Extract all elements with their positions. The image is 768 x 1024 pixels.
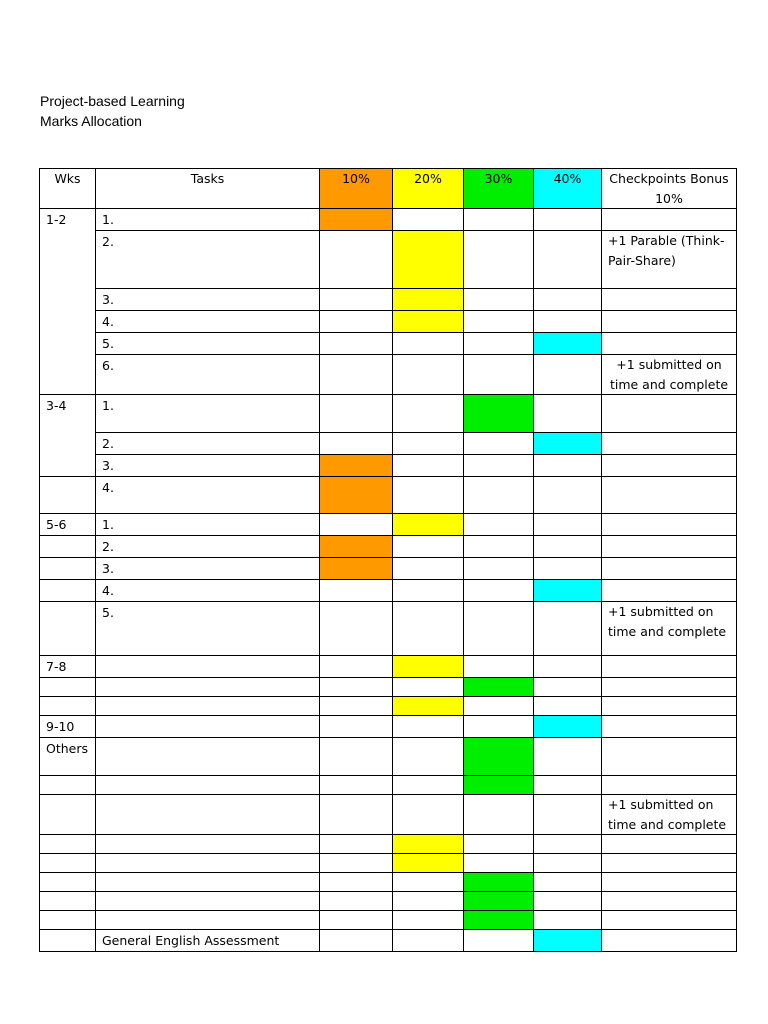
mark-cell-20 (393, 854, 464, 873)
week-cell (40, 536, 96, 558)
task-cell (96, 930, 320, 952)
header-40-percent: 40% (534, 169, 602, 209)
bonus-cell (602, 333, 737, 355)
week-cell: 3-4 (40, 395, 96, 477)
table-row (40, 738, 737, 776)
task-cell: 6. (96, 355, 320, 395)
mark-cell-20 (393, 911, 464, 930)
table-row (40, 455, 737, 477)
mark-cell-30 (464, 355, 534, 395)
mark-cell-10 (320, 602, 393, 656)
mark-cell-20 (393, 333, 464, 355)
mark-cell-20 (393, 289, 464, 311)
mark-cell-10 (320, 930, 393, 952)
mark-cell-30 (464, 395, 534, 433)
mark-cell-30 (464, 697, 534, 716)
mark-cell-20 (393, 697, 464, 716)
table-row (40, 678, 737, 697)
task-cell (96, 911, 320, 930)
week-cell: 5-6 (40, 514, 96, 536)
mark-cell-40 (534, 395, 602, 433)
mark-cell-40 (534, 738, 602, 776)
task-cell (96, 873, 320, 892)
table-row (40, 395, 737, 433)
mark-cell-20 (393, 477, 464, 514)
assessment-label: General English Assessment (102, 933, 280, 948)
week-cell (40, 697, 96, 716)
week-cell (40, 795, 96, 835)
mark-cell-40 (534, 873, 602, 892)
bonus-cell (602, 697, 737, 716)
bonus-cell (602, 930, 737, 952)
mark-cell-30 (464, 536, 534, 558)
task-cell: 1. (96, 209, 320, 231)
table-row (40, 602, 737, 656)
table-row (40, 514, 737, 536)
mark-cell-20 (393, 678, 464, 697)
mark-cell-10 (320, 678, 393, 697)
mark-cell-20 (393, 514, 464, 536)
mark-cell-20 (393, 795, 464, 835)
mark-cell-30 (464, 678, 534, 697)
mark-cell-20 (393, 558, 464, 580)
mark-cell-30 (464, 738, 534, 776)
table-row (40, 580, 737, 602)
table-row (40, 795, 737, 835)
task-cell (96, 697, 320, 716)
mark-cell-40 (534, 311, 602, 333)
week-cell: Others (40, 738, 96, 776)
bonus-cell (602, 835, 737, 854)
mark-cell-10 (320, 795, 393, 835)
mark-cell-10 (320, 854, 393, 873)
table-row (40, 355, 737, 395)
bonus-cell (602, 455, 737, 477)
header-checkpoints-bonus: Checkpoints Bonus 10% (602, 169, 737, 209)
week-cell (40, 854, 96, 873)
bonus-cell (602, 716, 737, 738)
bonus-cell (602, 580, 737, 602)
mark-cell-30 (464, 795, 534, 835)
mark-cell-10 (320, 209, 393, 231)
mark-cell-20 (393, 355, 464, 395)
table-row (40, 716, 737, 738)
header-tasks: Tasks (96, 169, 320, 209)
task-cell: 1. (96, 514, 320, 536)
table-row (40, 289, 737, 311)
table-row (40, 209, 737, 231)
header-row (40, 169, 737, 209)
task-cell: 4. (96, 311, 320, 333)
task-cell: 1. (96, 395, 320, 433)
bonus-cell (602, 558, 737, 580)
bonus-cell (602, 854, 737, 873)
task-cell: 5. (96, 333, 320, 355)
mark-cell-40 (534, 536, 602, 558)
task-cell (96, 795, 320, 835)
task-cell: 2. (96, 231, 320, 289)
table-row (40, 911, 737, 930)
mark-cell-40 (534, 678, 602, 697)
mark-cell-20 (393, 311, 464, 333)
marks-allocation-table (39, 168, 737, 952)
bonus-cell (602, 395, 737, 433)
mark-cell-10 (320, 455, 393, 477)
mark-cell-10 (320, 289, 393, 311)
heading-line-2: Marks Allocation (40, 113, 142, 129)
task-cell: 2. (96, 433, 320, 455)
mark-cell-40 (534, 355, 602, 395)
mark-cell-20 (393, 776, 464, 795)
mark-cell-10 (320, 477, 393, 514)
bonus-cell (602, 892, 737, 911)
mark-cell-10 (320, 697, 393, 716)
mark-cell-20 (393, 433, 464, 455)
bonus-cell (602, 311, 737, 333)
mark-cell-40 (534, 333, 602, 355)
week-cell (40, 602, 96, 656)
mark-cell-30 (464, 776, 534, 795)
mark-cell-20 (393, 602, 464, 656)
week-cell (40, 580, 96, 602)
bonus-cell (602, 209, 737, 231)
mark-cell-30 (464, 209, 534, 231)
mark-cell-30 (464, 455, 534, 477)
task-cell (96, 656, 320, 678)
mark-cell-10 (320, 311, 393, 333)
mark-cell-30 (464, 656, 534, 678)
week-cell: 1-2 (40, 209, 96, 395)
header-wks: Wks (40, 169, 96, 209)
task-cell (96, 854, 320, 873)
task-cell: 3. (96, 455, 320, 477)
mark-cell-30 (464, 514, 534, 536)
mark-cell-40 (534, 930, 602, 952)
mark-cell-30 (464, 558, 534, 580)
task-cell (96, 678, 320, 697)
mark-cell-30 (464, 580, 534, 602)
table-row (40, 231, 737, 289)
mark-cell-40 (534, 697, 602, 716)
mark-cell-30 (464, 311, 534, 333)
week-cell: 9-10 (40, 716, 96, 738)
mark-cell-20 (393, 536, 464, 558)
task-cell: 4. (96, 477, 320, 514)
mark-cell-40 (534, 209, 602, 231)
mark-cell-40 (534, 433, 602, 455)
mark-cell-30 (464, 854, 534, 873)
mark-cell-30 (464, 892, 534, 911)
task-cell (96, 892, 320, 911)
bonus-cell: +1 Parable (Think-Pair-Share) (602, 231, 737, 289)
bonus-cell: +1 submitted on time and complete (602, 795, 737, 835)
mark-cell-20 (393, 231, 464, 289)
document-heading (40, 91, 185, 131)
mark-cell-40 (534, 892, 602, 911)
task-cell (96, 835, 320, 854)
task-cell: 5. (96, 602, 320, 656)
mark-cell-10 (320, 580, 393, 602)
header-20-percent: 20% (393, 169, 464, 209)
mark-cell-30 (464, 333, 534, 355)
mark-cell-10 (320, 892, 393, 911)
mark-cell-10 (320, 355, 393, 395)
mark-cell-40 (534, 477, 602, 514)
task-cell: 4. (96, 580, 320, 602)
mark-cell-10 (320, 873, 393, 892)
mark-cell-40 (534, 854, 602, 873)
table-row (40, 333, 737, 355)
table-row (40, 433, 737, 455)
mark-cell-30 (464, 477, 534, 514)
table-row (40, 776, 737, 795)
mark-cell-30 (464, 930, 534, 952)
mark-cell-10 (320, 333, 393, 355)
mark-cell-10 (320, 911, 393, 930)
table-row (40, 656, 737, 678)
table-row (40, 477, 737, 514)
bonus-cell (602, 656, 737, 678)
bonus-cell: +1 submitted on time and complete (602, 355, 737, 395)
mark-cell-10 (320, 776, 393, 795)
mark-cell-40 (534, 656, 602, 678)
mark-cell-20 (393, 580, 464, 602)
table-row (40, 873, 737, 892)
week-cell (40, 558, 96, 580)
header-30-percent: 30% (464, 169, 534, 209)
mark-cell-10 (320, 231, 393, 289)
task-cell (96, 716, 320, 738)
mark-cell-20 (393, 455, 464, 477)
mark-cell-40 (534, 231, 602, 289)
mark-cell-40 (534, 795, 602, 835)
task-cell: 2. (96, 536, 320, 558)
mark-cell-40 (534, 911, 602, 930)
table-row (40, 697, 737, 716)
bonus-cell (602, 289, 737, 311)
mark-cell-10 (320, 656, 393, 678)
mark-cell-10 (320, 433, 393, 455)
mark-cell-10 (320, 558, 393, 580)
task-cell: 3. (96, 558, 320, 580)
bonus-cell (602, 911, 737, 930)
mark-cell-30 (464, 433, 534, 455)
mark-cell-30 (464, 873, 534, 892)
week-cell (40, 776, 96, 795)
bonus-cell (602, 477, 737, 514)
table-row (40, 536, 737, 558)
week-cell (40, 678, 96, 697)
mark-cell-40 (534, 455, 602, 477)
bonus-cell (602, 678, 737, 697)
mark-cell-10 (320, 738, 393, 776)
mark-cell-30 (464, 231, 534, 289)
week-cell (40, 477, 96, 514)
mark-cell-40 (534, 514, 602, 536)
table-row (40, 558, 737, 580)
week-cell (40, 930, 96, 952)
mark-cell-30 (464, 835, 534, 854)
mark-cell-40 (534, 602, 602, 656)
mark-cell-10 (320, 514, 393, 536)
mark-cell-30 (464, 911, 534, 930)
mark-cell-20 (393, 738, 464, 776)
mark-cell-40 (534, 558, 602, 580)
week-cell (40, 873, 96, 892)
mark-cell-20 (393, 873, 464, 892)
bonus-cell (602, 776, 737, 795)
bonus-cell (602, 738, 737, 776)
week-cell: 7-8 (40, 656, 96, 678)
task-cell (96, 738, 320, 776)
mark-cell-40 (534, 776, 602, 795)
mark-cell-10 (320, 395, 393, 433)
mark-cell-40 (534, 289, 602, 311)
table-row (40, 892, 737, 911)
mark-cell-30 (464, 289, 534, 311)
week-cell (40, 892, 96, 911)
heading-line-1: Project-based Learning (40, 93, 185, 109)
mark-cell-20 (393, 716, 464, 738)
task-cell: 3. (96, 289, 320, 311)
mark-cell-10 (320, 536, 393, 558)
header-10-percent: 10% (320, 169, 393, 209)
mark-cell-20 (393, 656, 464, 678)
mark-cell-20 (393, 930, 464, 952)
mark-cell-10 (320, 716, 393, 738)
mark-cell-20 (393, 209, 464, 231)
task-cell (96, 776, 320, 795)
bonus-cell (602, 514, 737, 536)
week-cell (40, 911, 96, 930)
bonus-cell: +1 submitted on time and complete (602, 602, 737, 656)
mark-cell-30 (464, 602, 534, 656)
table-row (40, 930, 737, 952)
mark-cell-30 (464, 716, 534, 738)
table-row (40, 835, 737, 854)
bonus-cell (602, 433, 737, 455)
mark-cell-40 (534, 716, 602, 738)
mark-cell-40 (534, 580, 602, 602)
week-cell (40, 835, 96, 854)
bonus-cell (602, 536, 737, 558)
mark-cell-20 (393, 395, 464, 433)
mark-cell-20 (393, 892, 464, 911)
bonus-cell (602, 873, 737, 892)
mark-cell-20 (393, 835, 464, 854)
table-row (40, 854, 737, 873)
mark-cell-10 (320, 835, 393, 854)
table-row (40, 311, 737, 333)
mark-cell-40 (534, 835, 602, 854)
